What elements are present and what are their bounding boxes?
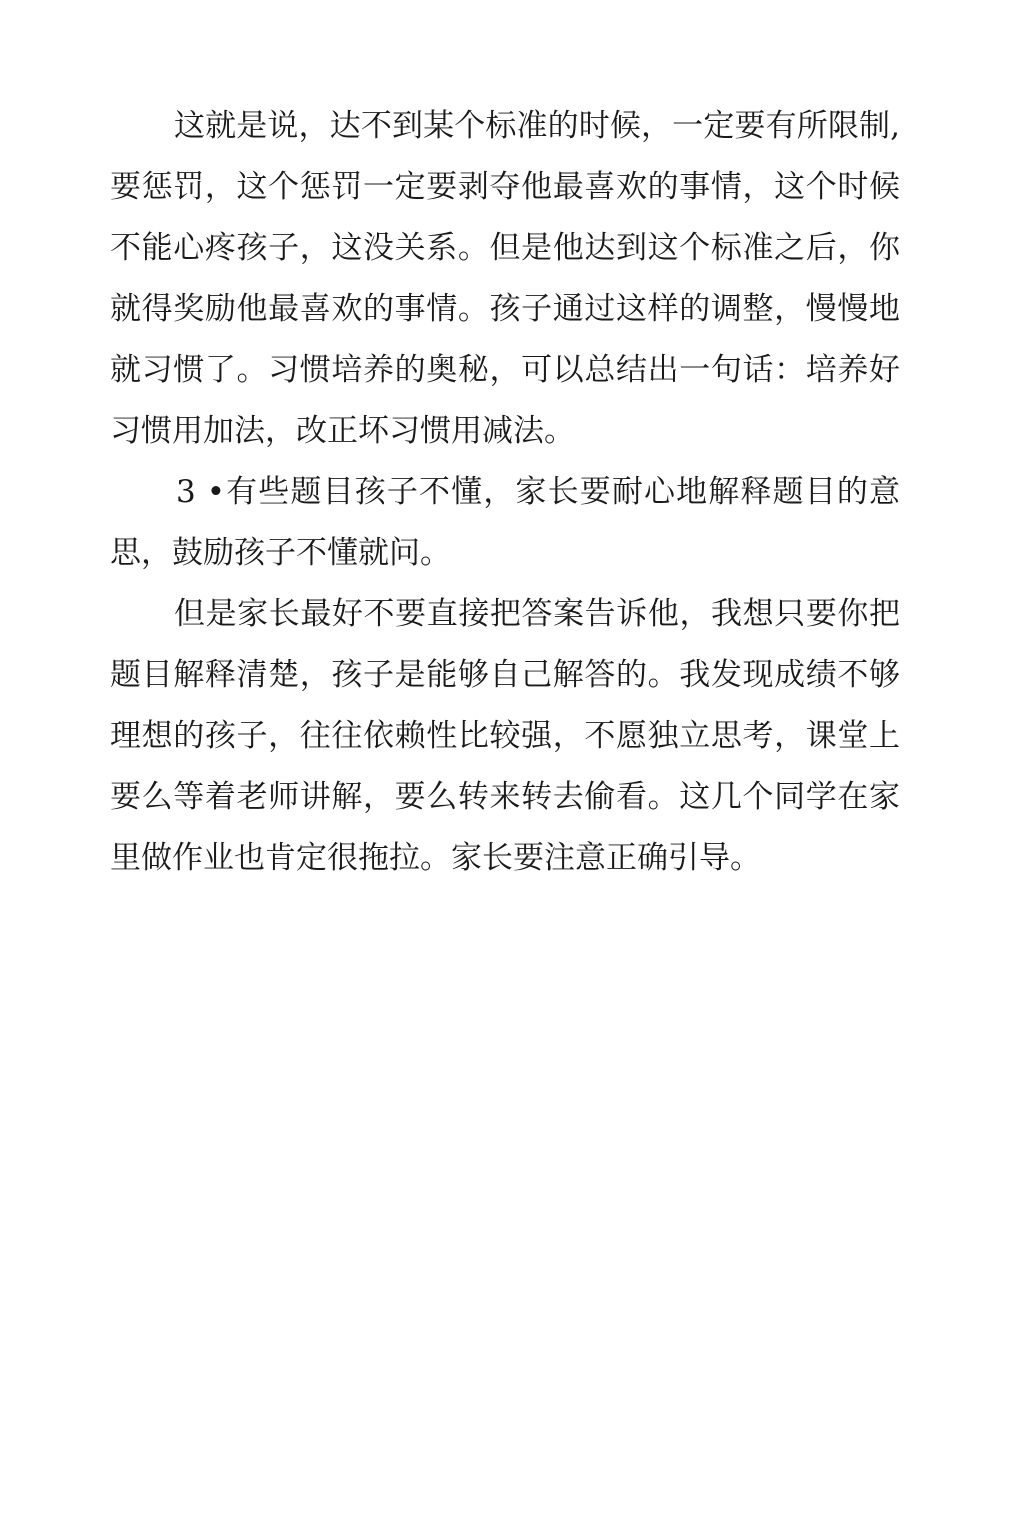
paragraph-punishment-reward: 这就是说，达不到某个标准的时候，一定要有所限制,要惩罚，这个惩罚一定要剥夺他最喜欢的事情，这个时候不能心疼孩子，这没关系。但是他达到这个标准之后，你就得奖励他最喜欢的事情。孩子通过这样的调整，慢慢地就习惯了。习惯培养的奥秘，可以总结出一句话：培养好习惯用加法，改正坏习惯用减法。: [110, 108, 900, 449]
paragraph-independent-thinking: 但是家长最好不要直接把答案告诉他，我想只要你把题目解释清楚，孩子是能够自己解答的。我发现成绩不够理想的孩子，往往依赖性比较强，不愿独立思考，课堂上要么等着老师讲解，要么转来转去偷看。这几个同学在家里做作业也肯定很拖拉。家长要注意正确引导。: [110, 596, 900, 876]
paragraph-point-3: 3 •有些题目孩子不懂，家长要耐心地解释题目的意思，鼓励孩子不懂就问。: [110, 474, 900, 571]
document-body: [110, 96, 900, 889]
